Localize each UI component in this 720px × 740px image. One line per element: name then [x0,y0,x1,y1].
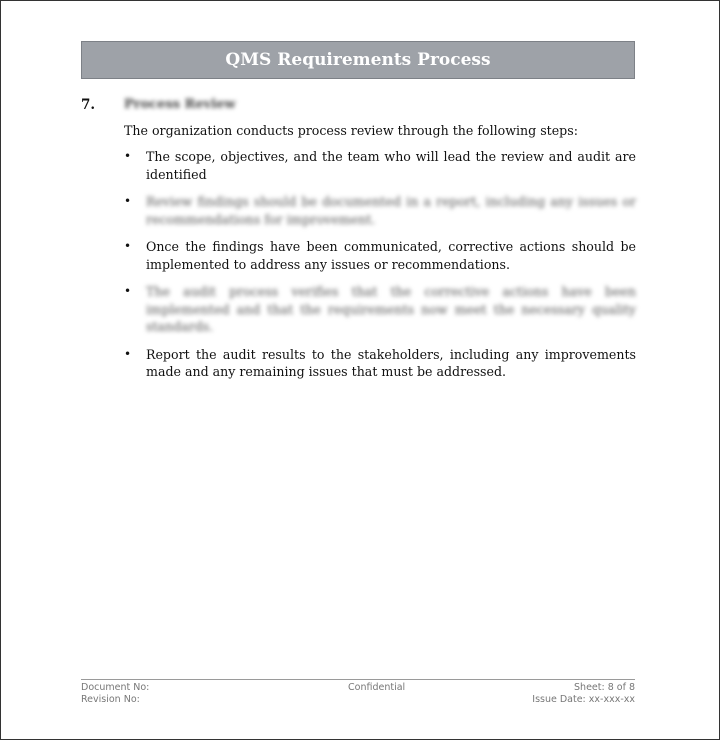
footer-divider [81,679,635,680]
footer-confidential: Confidential [348,682,406,693]
footer-issue-date: Issue Date: xx-xxx-xx [532,694,635,705]
bullet-icon: • [124,194,132,208]
section-number: 7. [81,97,96,113]
bullet-list [124,148,636,391]
bullet-icon: • [124,149,132,163]
list-item [124,193,636,228]
list-item-text: The audit process verifies that the corrective actions have been implemented and that the requirements now meet the necessary quality standards. [146,284,636,334]
title-banner [81,41,635,79]
footer-sheet: Sheet: 8 of 8 [574,682,635,693]
list-item [124,346,636,381]
bullet-icon: • [124,239,132,253]
list-item [124,238,636,273]
bullet-icon: • [124,346,132,361]
list-item-text: Once the findings have been communicated, corrective actions should be implemented to address any issues or recommendations. [146,239,636,272]
list-item-text: Review findings should be documented in a report, including any issues or recommendations for improvement. [146,194,636,227]
section-title: Process Review [124,97,236,112]
bullet-icon: • [124,284,132,298]
list-item-text: Report the audit results to the stakeholders, including any improvements made and any remaining issues that must be addressed. [146,346,636,379]
page-title: QMS Requirements Process [225,50,491,70]
list-item [124,283,636,336]
footer-revision-no: Revision No: [81,694,140,705]
list-item-text: The scope, objectives, and the team who will lead the review and audit are identified [146,149,636,182]
list-item [124,148,636,183]
footer-document-no: Document No: [81,682,150,693]
section-intro: The organization conducts process review through the following steps: [124,123,578,138]
